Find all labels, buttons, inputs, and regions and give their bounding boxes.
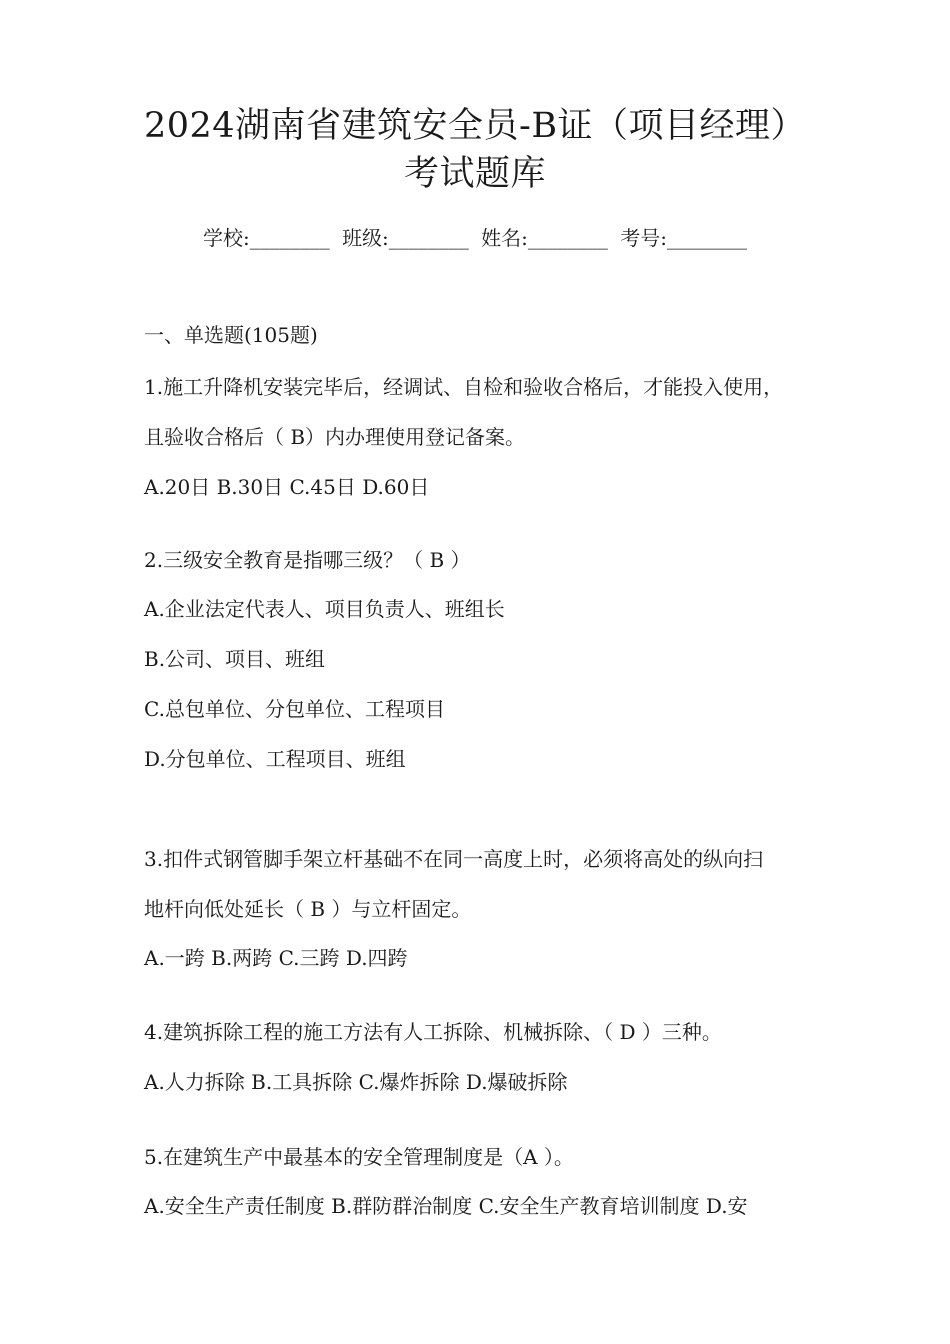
class-field: 班级:________	[342, 226, 469, 250]
question-5-text: 5.在建筑生产中最基本的安全管理制度是（A ）。	[144, 1145, 574, 1169]
question-2-option-b: B.公司、项目、班组	[144, 647, 326, 671]
question-3-options: A.一跨 B.两跨 C.三跨 D.四跨	[144, 946, 408, 970]
question-2-option-d: D.分包单位、工程项目、班组	[144, 747, 406, 771]
question-1-text-line1: 1.施工升降机安装完毕后，经调试、自检和验收合格后，才能投入使用，	[144, 375, 784, 399]
question-2-option-c: C.总包单位、分包单位、工程项目	[144, 697, 445, 721]
document-title-line1: 2024湖南省建筑安全员-B证（项目经理）	[143, 106, 807, 146]
exam-number-field: 考号:________	[620, 226, 748, 250]
question-2-option-a: A.企业法定代表人、项目负责人、班组长	[144, 597, 505, 621]
document-title-line2: 考试题库	[403, 154, 546, 194]
question-5-options: A.安全生产责任制度 B.群防群治制度 C.安全生产教育培训制度 D.安	[144, 1194, 748, 1218]
question-4-options: A.人力拆除 B.工具拆除 C.爆炸拆除 D.爆破拆除	[144, 1070, 568, 1094]
question-4-text: 4.建筑拆除工程的施工方法有人工拆除、机械拆除、（ D ）三种。	[144, 1020, 722, 1044]
section-heading: 一、单选题(105题)	[144, 323, 318, 347]
question-3-text-line1: 3.扣件式钢管脚手架立杆基础不在同一高度上时，必须将高处的纵向扫	[144, 847, 764, 871]
name-field: 姓名:________	[481, 226, 608, 250]
question-3-text-line2: 地杆向低处延长（ B ）与立杆固定。	[144, 897, 472, 921]
student-info-row	[0, 225, 950, 251]
school-field: 学校:________	[202, 226, 330, 250]
question-1-text-line2: 且验收合格后（ B）内办理使用登记备案。	[144, 425, 526, 449]
question-2-text: 2.三级安全教育是指哪三级？（ B ）	[144, 548, 471, 572]
question-1-options: A.20日 B.30日 C.45日 D.60日	[144, 475, 430, 499]
